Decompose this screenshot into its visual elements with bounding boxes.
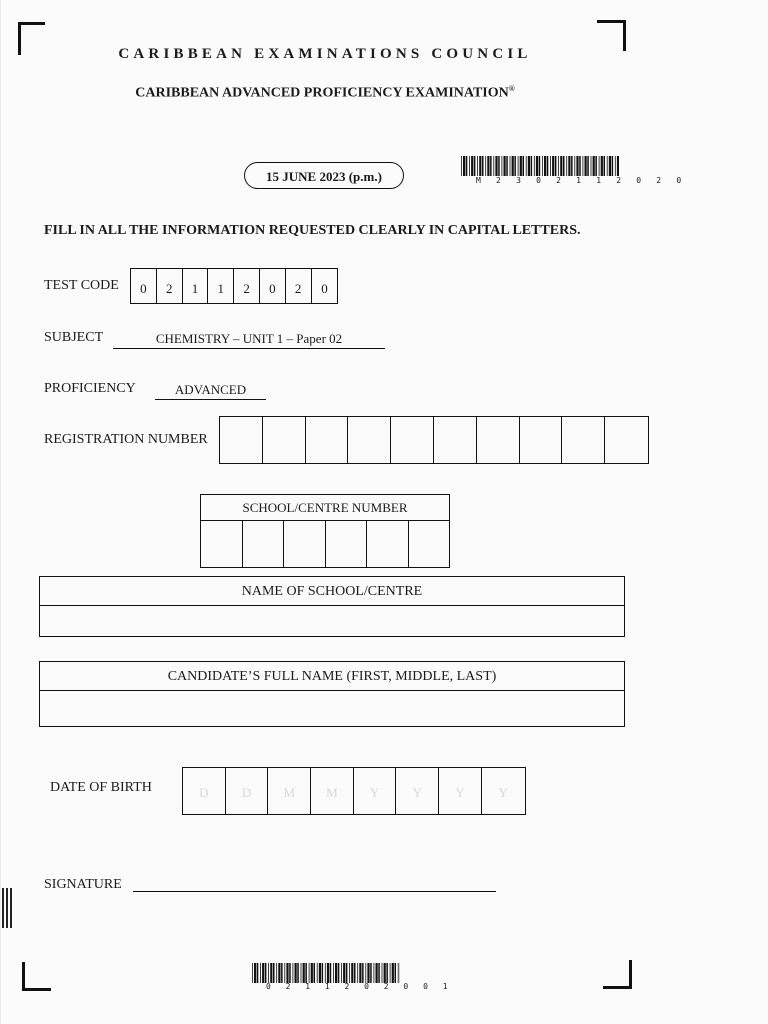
instruction-text: FILL IN ALL THE INFORMATION REQUESTED CLEARLY IN CAPITAL LETTERS. xyxy=(44,223,581,238)
page-edge-shadow xyxy=(0,0,1,1024)
subject-value: CHEMISTRY – UNIT 1 – Paper 02 xyxy=(113,331,385,349)
candidate-name-label: CANDIDATE’S FULL NAME (FIRST, MIDDLE, LAST) xyxy=(40,662,624,691)
council-title: CARIBBEAN EXAMINATIONS COUNCIL xyxy=(118,46,532,62)
school-centre-number-block xyxy=(200,494,450,568)
school-name-field[interactable] xyxy=(40,606,624,636)
date-of-birth-box[interactable]: Y xyxy=(439,768,482,814)
test-code-digit: 2 xyxy=(157,269,183,303)
test-code-digit: 0 xyxy=(260,269,286,303)
test-code-digit: 0 xyxy=(321,281,328,296)
registration-number-box[interactable] xyxy=(562,417,605,463)
school-centre-number-box[interactable] xyxy=(284,521,326,567)
test-code-label: TEST CODE xyxy=(44,278,119,293)
date-of-birth-box[interactable]: Y xyxy=(354,768,397,814)
test-code-digit: 2 xyxy=(234,269,260,303)
test-code-digit: 0 xyxy=(131,269,157,303)
date-of-birth-box[interactable]: Y xyxy=(396,768,439,814)
barcode-bottom-text: 0 2 1 1 2 0 2 0 0 1 xyxy=(266,982,453,991)
registration-number-box[interactable] xyxy=(348,417,391,463)
date-of-birth-box[interactable]: D xyxy=(183,768,226,814)
registration-number-boxes xyxy=(219,416,649,464)
registration-number-box[interactable] xyxy=(306,417,349,463)
school-name-block xyxy=(39,576,625,637)
candidate-name-block xyxy=(39,661,625,727)
test-code-digit: 1 xyxy=(183,269,209,303)
signature-label: SIGNATURE xyxy=(44,877,122,892)
date-of-birth-label: DATE OF BIRTH xyxy=(50,780,152,795)
barcode-bottom-image xyxy=(252,963,400,983)
school-centre-number-box[interactable] xyxy=(409,521,450,567)
test-code-digit: 2 xyxy=(286,269,312,303)
school-centre-number-label: SCHOOL/CENTRE NUMBER xyxy=(201,495,449,521)
school-centre-number-boxes xyxy=(201,521,449,567)
registration-number-box[interactable] xyxy=(434,417,477,463)
candidate-name-field[interactable] xyxy=(40,691,624,726)
date-of-birth-box[interactable]: M xyxy=(311,768,354,814)
registration-number-box[interactable] xyxy=(220,417,263,463)
school-name-label: NAME OF SCHOOL/CENTRE xyxy=(40,577,624,606)
date-of-birth-boxes xyxy=(182,767,526,815)
registration-number-box[interactable] xyxy=(477,417,520,463)
registration-number-box[interactable] xyxy=(391,417,434,463)
date-of-birth-box[interactable]: M xyxy=(268,768,311,814)
test-code-boxes xyxy=(130,268,338,304)
registration-number-box[interactable] xyxy=(520,417,563,463)
school-centre-number-box[interactable] xyxy=(326,521,368,567)
signature-field[interactable] xyxy=(133,891,496,892)
registration-number-label: REGISTRATION NUMBER xyxy=(44,432,208,447)
date-of-birth-box[interactable]: Y xyxy=(498,785,508,800)
registration-number-box[interactable] xyxy=(263,417,306,463)
barcode-top-text: M 2 3 0 2 1 1 2 0 2 0 xyxy=(476,176,687,185)
school-centre-number-box[interactable] xyxy=(243,521,285,567)
test-code-digit: 1 xyxy=(208,269,234,303)
examination-title-text: CARIBBEAN ADVANCED PROFICIENCY EXAMINATION xyxy=(135,85,509,101)
proficiency-label: PROFICIENCY xyxy=(44,381,136,396)
qr-code-fragment xyxy=(0,888,12,928)
registration-number-box[interactable] xyxy=(605,417,648,463)
subject-label: SUBJECT xyxy=(44,330,104,345)
examination-title xyxy=(0,84,650,102)
school-centre-number-box[interactable] xyxy=(367,521,409,567)
proficiency-value: ADVANCED xyxy=(155,382,266,400)
registered-mark: ® xyxy=(508,84,515,93)
date-of-birth-box[interactable]: D xyxy=(226,768,269,814)
exam-date-badge: 15 JUNE 2023 (p.m.) xyxy=(244,162,404,189)
registration-mark-bottom-right xyxy=(603,960,632,989)
registration-mark-bottom-left xyxy=(22,962,51,991)
barcode-top-image xyxy=(461,156,619,176)
school-centre-number-box[interactable] xyxy=(201,521,243,567)
